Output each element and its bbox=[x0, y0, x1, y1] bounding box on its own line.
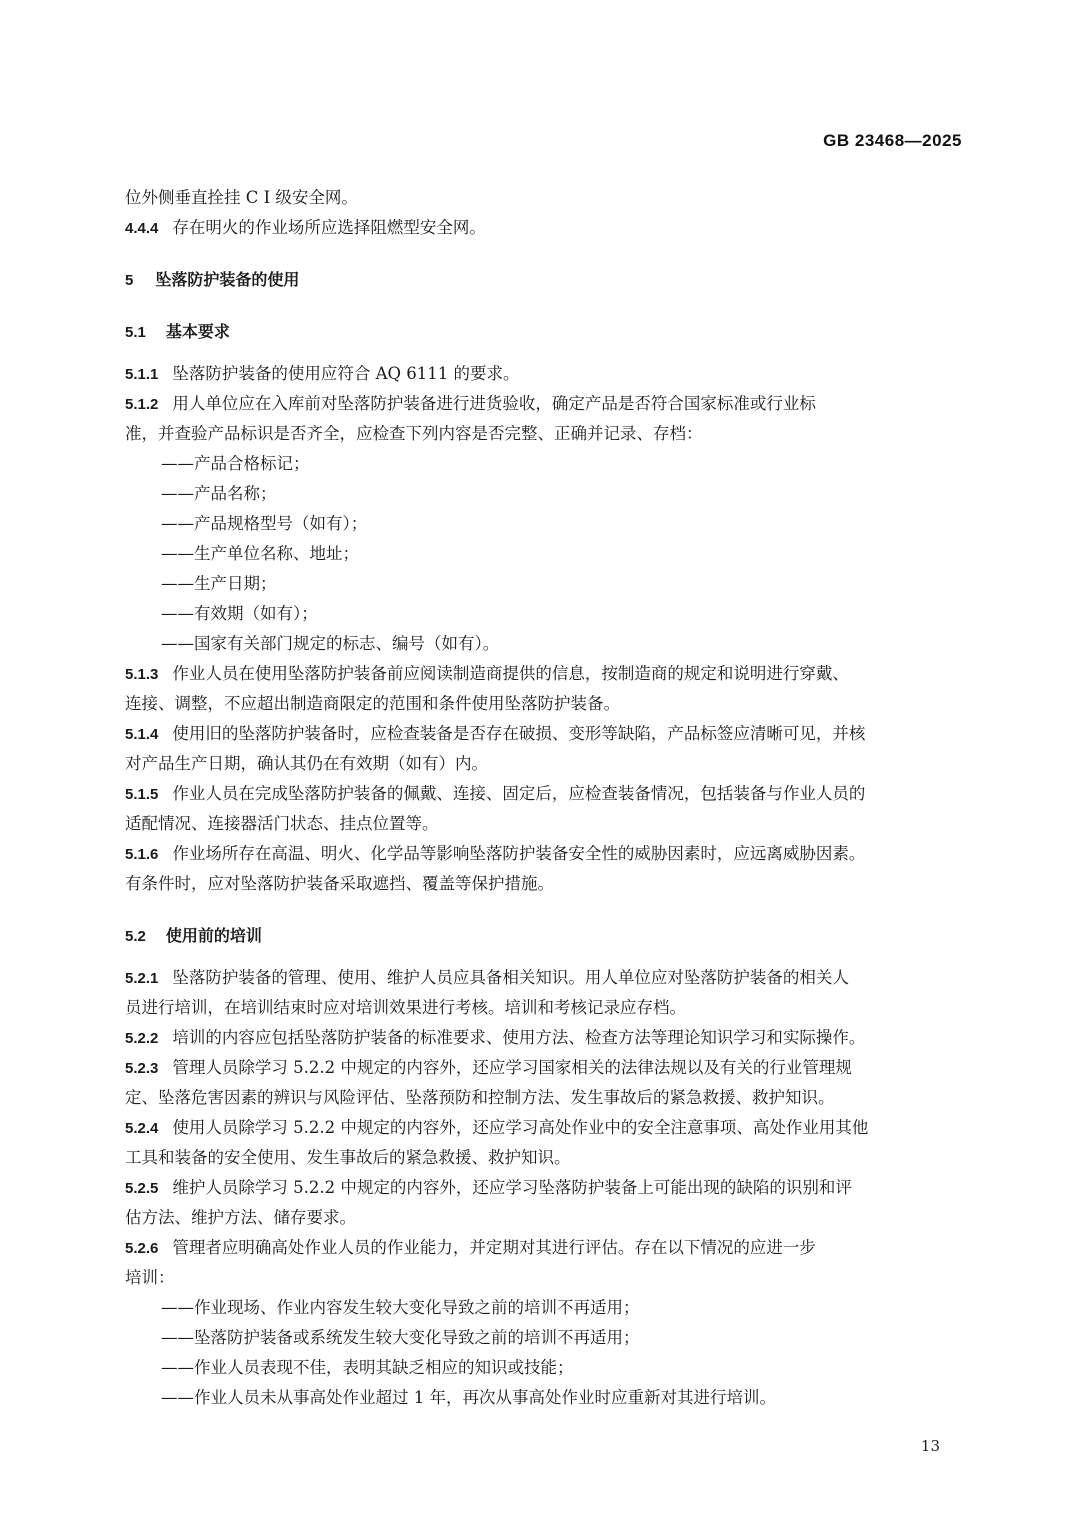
clause-5-2-3 bbox=[125, 1053, 967, 1083]
clause-5-2-4-continuation: 工具和装备的安全使用、发生事故后的紧急救援、救护知识。 bbox=[125, 1148, 571, 1167]
section-title: 坠落防护装备的使用 bbox=[155, 270, 300, 289]
clause-text: 管理人员除学习 5.2.2 中规定的内容外，还应学习国家相关的法律法规以及有关的行业管理规 bbox=[172, 1058, 852, 1077]
clause-5-2-6-continuation: 培训： bbox=[125, 1268, 175, 1287]
clause-text: 管理者应明确高处作业人员的作业能力，并定期对其进行评估。存在以下情况的应进一步 bbox=[172, 1238, 816, 1257]
clause-number: 5.1.5 bbox=[125, 786, 159, 803]
clause-number: 5.2.2 bbox=[125, 1030, 159, 1047]
clause-text: 作业人员在完成坠落防护装备的佩戴、连接、固定后，应检查装备情况，包括装备与作业人员的 bbox=[172, 784, 866, 803]
list-item: ——作业现场、作业内容发生较大变化导致之前的培训不再适用； bbox=[161, 1298, 640, 1317]
clause-text: 坠落防护装备的管理、使用、维护人员应具备相关知识。用人单位应对坠落防护装备的相关人 bbox=[172, 968, 849, 987]
section-heading-5 bbox=[125, 265, 967, 295]
clause-5-2-4 bbox=[125, 1113, 967, 1143]
section-number: 5.2 bbox=[125, 928, 146, 945]
clause-number: 5.1.2 bbox=[125, 396, 159, 413]
paragraph-continuation: 位外侧垂直拴挂 C Ⅰ 级安全网。 bbox=[125, 188, 358, 207]
section-title: 基本要求 bbox=[165, 322, 230, 341]
clause-5-1-4-continuation: 对产品生产日期，确认其仍在有效期（如有）内。 bbox=[125, 754, 488, 773]
clause-number: 5.1.4 bbox=[125, 726, 159, 743]
section-heading-5-1 bbox=[125, 317, 967, 347]
page-number: 13 bbox=[920, 1437, 940, 1455]
clause-text: 维护人员除学习 5.2.2 中规定的内容外，还应学习坠落防护装备上可能出现的缺陷的识别和评 bbox=[172, 1178, 852, 1197]
clause-5-1-3 bbox=[125, 659, 967, 689]
clause-text: 作业人员在使用坠落防护装备前应阅读制造商提供的信息，按制造商的规定和说明进行穿戴、 bbox=[172, 664, 849, 683]
list-item: ——产品名称； bbox=[161, 484, 277, 503]
clause-number: 5.1.6 bbox=[125, 846, 159, 863]
list-item: ——有效期（如有）； bbox=[161, 604, 318, 623]
list-item: ——作业人员表现不佳，表明其缺乏相应的知识或技能； bbox=[161, 1358, 574, 1377]
standard-code: GB 23468—2025 bbox=[823, 131, 962, 150]
clause-5-1-2 bbox=[125, 389, 967, 419]
clause-number: 5.1.1 bbox=[125, 366, 159, 383]
list-item: ——国家有关部门规定的标志、编号（如有）。 bbox=[161, 634, 500, 653]
clause-5-1-6-continuation: 有条件时，应对坠落防护装备采取遮挡、覆盖等保护措施。 bbox=[125, 874, 554, 893]
list-item: ——产品合格标记； bbox=[161, 454, 310, 473]
clause-5-2-2 bbox=[125, 1023, 967, 1053]
clause-text: 坠落防护装备的使用应符合 AQ 6111 的要求。 bbox=[172, 364, 520, 383]
clause-5-1-5-continuation: 适配情况、连接器活门状态、挂点位置等。 bbox=[125, 814, 439, 833]
clause-5-1-1 bbox=[125, 359, 967, 389]
section-number: 5.1 bbox=[125, 324, 146, 341]
clause-text: 使用人员除学习 5.2.2 中规定的内容外，还应学习高处作业中的安全注意事项、高处作业用其他 bbox=[172, 1118, 869, 1137]
clause-text: 培训的内容应包括坠落防护装备的标准要求、使用方法、检查方法等理论知识学习和实际操作。 bbox=[172, 1028, 866, 1047]
clause-5-2-6 bbox=[125, 1233, 967, 1263]
list-item: ——作业人员未从事高处作业超过 1 年，再次从事高处作业时应重新对其进行培训。 bbox=[161, 1388, 776, 1407]
section-heading-5-2 bbox=[125, 921, 967, 951]
clause-5-2-3-continuation: 定、坠落危害因素的辨识与风险评估、坠落预防和控制方法、发生事故后的紧急救援、救护知识。 bbox=[125, 1088, 835, 1107]
clause-number: 5.2.4 bbox=[125, 1120, 159, 1137]
list-item: ——生产日期； bbox=[161, 574, 277, 593]
list-item: ——坠落防护装备或系统发生较大变化导致之前的培训不再适用； bbox=[161, 1328, 640, 1347]
clause-number: 4.4.4 bbox=[125, 220, 159, 237]
clause-5-1-6 bbox=[125, 839, 967, 869]
clause-text: 存在明火的作业场所应选择阻燃型安全网。 bbox=[172, 218, 486, 237]
clause-5-1-4 bbox=[125, 719, 967, 749]
clause-number: 5.2.3 bbox=[125, 1060, 159, 1077]
clause-5-2-1-continuation: 员进行培训，在培训结束时应对培训效果进行考核。培训和考核记录应存档。 bbox=[125, 998, 686, 1017]
clause-text: 作业场所存在高温、明火、化学品等影响坠落防护装备安全性的威胁因素时，应远离威胁因素。 bbox=[172, 844, 866, 863]
clause-number: 5.1.3 bbox=[125, 666, 159, 683]
clause-5-2-5-continuation: 估方法、维护方法、储存要求。 bbox=[125, 1208, 356, 1227]
list-item: ——产品规格型号（如有）； bbox=[161, 514, 368, 533]
clause-5-1-3-continuation: 连接、调整，不应超出制造商限定的范围和条件使用坠落防护装备。 bbox=[125, 694, 620, 713]
clause-5-1-5 bbox=[125, 779, 967, 809]
clause-5-2-5 bbox=[125, 1173, 967, 1203]
clause-5-2-1 bbox=[125, 963, 967, 993]
section-title: 使用前的培训 bbox=[165, 926, 262, 945]
clause-number: 5.2.5 bbox=[125, 1180, 159, 1197]
clause-text: 用人单位应在入库前对坠落防护装备进行进货验收，确定产品是否符合国家标准或行业标 bbox=[172, 394, 816, 413]
list-item: ——生产单位名称、地址； bbox=[161, 544, 359, 563]
clause-text: 使用旧的坠落防护装备时，应检查装备是否存在破损、变形等缺陷，产品标签应清晰可见，并核 bbox=[172, 724, 866, 743]
clause-number: 5.2.6 bbox=[125, 1240, 159, 1257]
clause-4-4-4 bbox=[125, 213, 967, 243]
clause-5-1-2-continuation: 准，并查验产品标识是否齐全，应检查下列内容是否完整、正确并记录、存档： bbox=[125, 424, 703, 443]
section-number: 5 bbox=[125, 272, 134, 289]
page-body bbox=[125, 183, 967, 1413]
clause-number: 5.2.1 bbox=[125, 970, 159, 987]
